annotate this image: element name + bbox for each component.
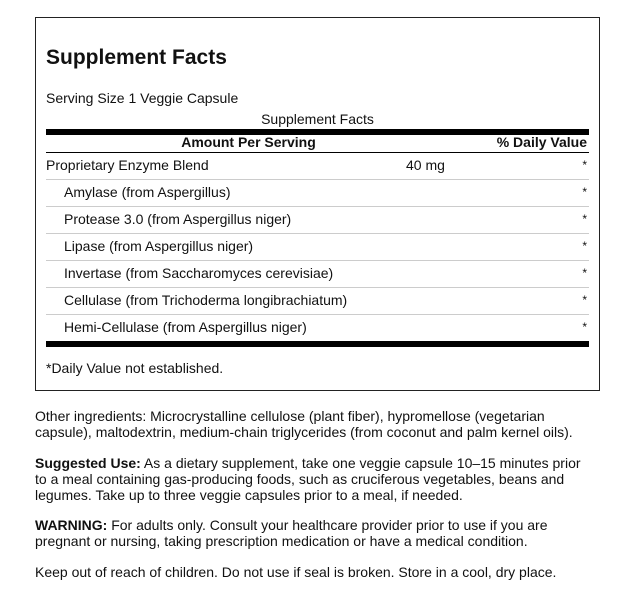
ingredient-daily-value: * [582,185,587,199]
other-ingredients: Other ingredients: Microcrystalline cellulose (plant fiber), hypromellose (vegetarian capsule), maltodextrin, medium-chain triglycerides (from coconut and palm kernel oils). [35,408,573,440]
ingredient-daily-value: * [582,239,587,253]
suggested-use [35,455,595,503]
table-row [46,207,589,234]
ingredient-daily-value: * [582,293,587,307]
supplement-facts-panel [35,17,600,391]
header-amount: Amount Per Serving [181,134,316,150]
serving-size: Serving Size 1 Veggie Capsule [46,90,239,106]
header-daily-value: % Daily Value [496,134,587,150]
ingredient-name: Protease 3.0 (from Aspergillus niger) [64,211,292,227]
panel-title: Supplement Facts [46,46,227,69]
divider-thick [46,341,589,347]
storage-note: Keep out of reach of children. Do not use if seal is broken. Store in a cool, dry place. [35,564,557,580]
table-header [46,134,589,153]
ingredient-daily-value: * [582,320,587,334]
table-caption: Supplement Facts [261,111,374,127]
ingredient-daily-value: * [582,266,587,280]
table-row [46,234,589,261]
warning-label: WARNING: [35,517,108,533]
suggested-use-label: Suggested Use: [35,455,141,471]
ingredient-name: Hemi-Cellulase (from Aspergillus niger) [64,319,307,335]
ingredient-name: Lipase (from Aspergillus niger) [64,238,254,254]
ingredient-daily-value: * [582,212,587,226]
ingredient-daily-value: * [582,158,587,172]
suggested-use-text: As a dietary supplement, take one veggie capsule 10–15 minutes prior to a meal containing gas-producing foods, such as cruciferous vegetables, beans and legumes. Take up to three veggie capsules prior to a meal, if needed. [35,455,581,503]
ingredient-name: Proprietary Enzyme Blend [46,157,209,173]
footnote: *Daily Value not established. [46,360,224,376]
table-row [46,261,589,288]
warning [35,517,595,549]
table-row [46,315,589,342]
table-row [46,153,589,180]
ingredient-amount: 40 mg [406,157,445,173]
ingredient-name: Invertase (from Saccharomyces cerevisiae) [64,265,334,281]
ingredient-name: Amylase (from Aspergillus) [64,184,231,200]
ingredient-name: Cellulase (from Trichoderma longibrachiatum) [64,292,348,308]
table-row [46,180,589,207]
warning-text: For adults only. Consult your healthcare provider prior to use if you are pregnant or nursing, taking prescription medication or have a medical condition. [35,517,548,549]
table-row [46,288,589,315]
